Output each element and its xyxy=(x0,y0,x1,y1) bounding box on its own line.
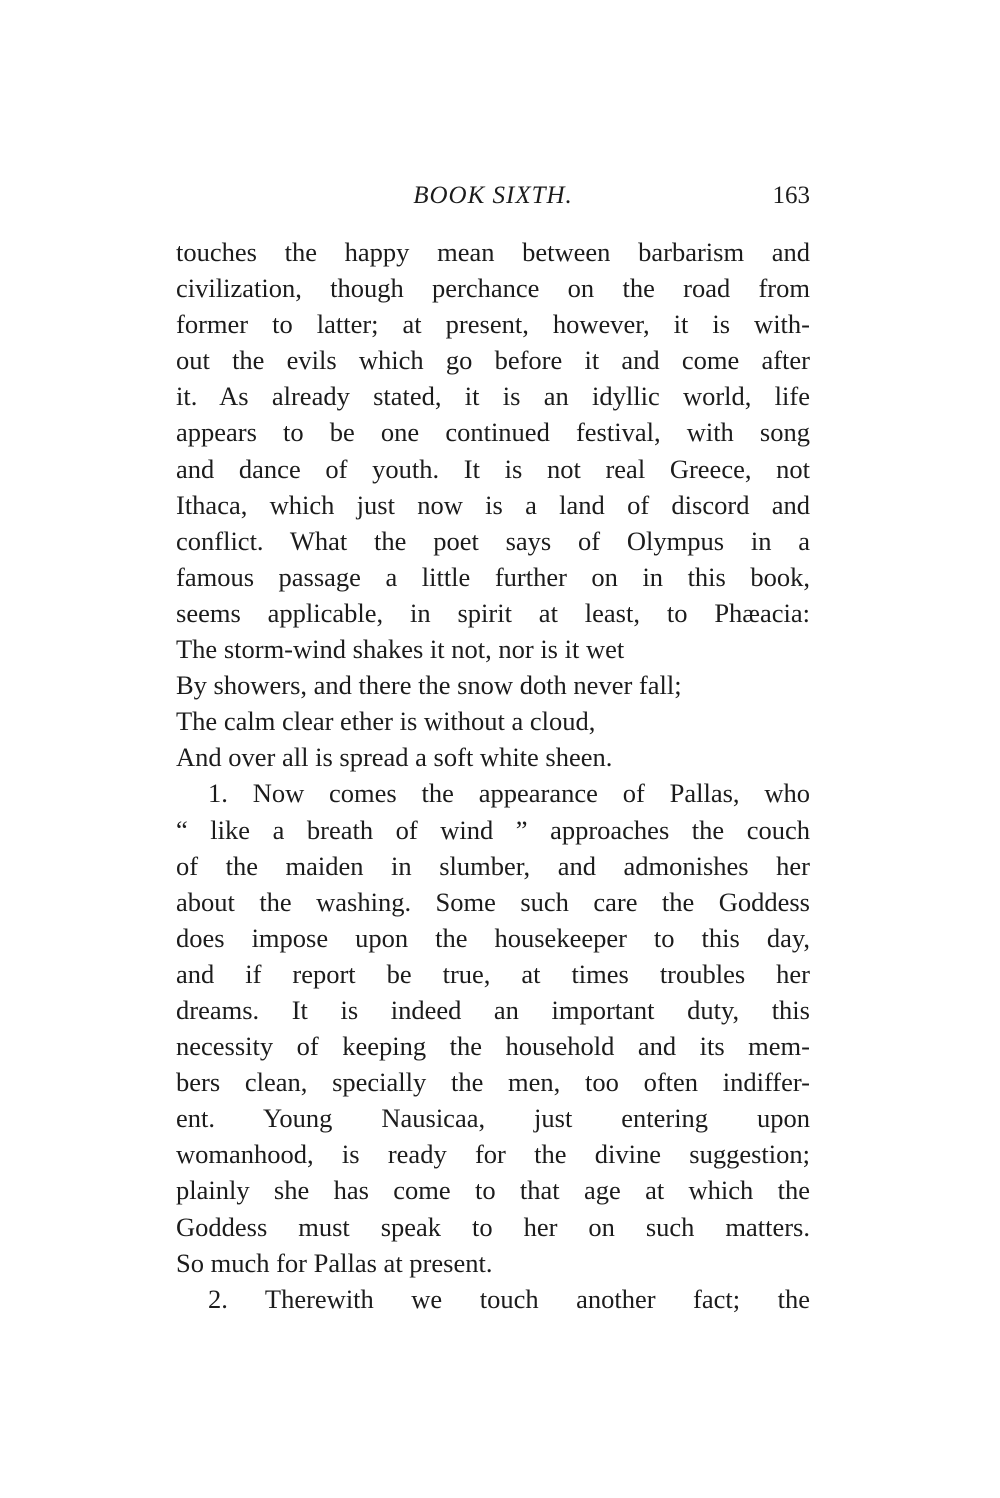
text-line: bers clean, specially the men, too often indiffer- xyxy=(176,1067,810,1098)
text-line: out the evils which go before it and come after xyxy=(176,345,810,376)
text-line: famous passage a little further on in this book, xyxy=(176,561,810,592)
text-line: and if report be true, at times troubles her xyxy=(176,958,810,989)
text-line: necessity of keeping the household and its mem- xyxy=(176,1031,810,1062)
paragraph-first-line: 1. Now comes the appearance of Pallas, who xyxy=(208,778,810,809)
running-head xyxy=(176,182,810,216)
text-line: ent. Young Nausicaa, just entering upon xyxy=(176,1103,810,1134)
text-line: about the washing. Some such care the Goddess xyxy=(176,886,810,917)
text-line: plainly she has come to that age at which the xyxy=(176,1175,810,1206)
body-text xyxy=(176,234,810,1317)
text-line: conflict. What the poet says of Olympus in a xyxy=(176,525,810,556)
text-line: former to latter; at present, however, it is with- xyxy=(176,309,810,340)
text-line: Goddess must speak to her on such matters. xyxy=(176,1211,810,1242)
verse-line: And over all is spread a soft white sheen. xyxy=(176,742,613,773)
verse-line: The calm clear ether is without a cloud, xyxy=(176,706,596,737)
text-line: and dance of youth. It is not real Greece, not xyxy=(176,453,810,484)
text-line: womanhood, is ready for the divine suggestion; xyxy=(176,1139,810,1170)
text-line: touches the happy mean between barbarism and xyxy=(176,237,810,267)
text-line: appears to be one continued festival, with song xyxy=(176,417,810,448)
paragraph-first-line: 2. Therewith we touch another fact; the xyxy=(208,1283,810,1314)
text-line: dreams. It is indeed an important duty, this xyxy=(176,994,810,1025)
page-number: 163 xyxy=(772,182,810,209)
text-line: Ithaca, which just now is a land of discord and xyxy=(176,489,810,520)
text-line: civilization, though perchance on the road from xyxy=(176,273,810,304)
text-line: it. As already stated, it is an idyllic world, life xyxy=(176,381,810,412)
running-title: BOOK SIXTH. xyxy=(413,182,573,209)
verse-line: The storm-wind shakes it not, nor is it wet xyxy=(176,634,625,665)
text-line: of the maiden in slumber, and admonishes her xyxy=(176,850,810,881)
text-line: does impose upon the housekeeper to this day, xyxy=(176,922,810,953)
text-line: seems applicable, in spirit at least, to Phæacia: xyxy=(176,597,810,628)
text-line: “ like a breath of wind ” approaches the couch xyxy=(176,814,810,845)
verse-line: By showers, and there the snow doth never fall; xyxy=(176,670,682,701)
paragraph-last-line: So much for Pallas at present. xyxy=(176,1247,493,1278)
